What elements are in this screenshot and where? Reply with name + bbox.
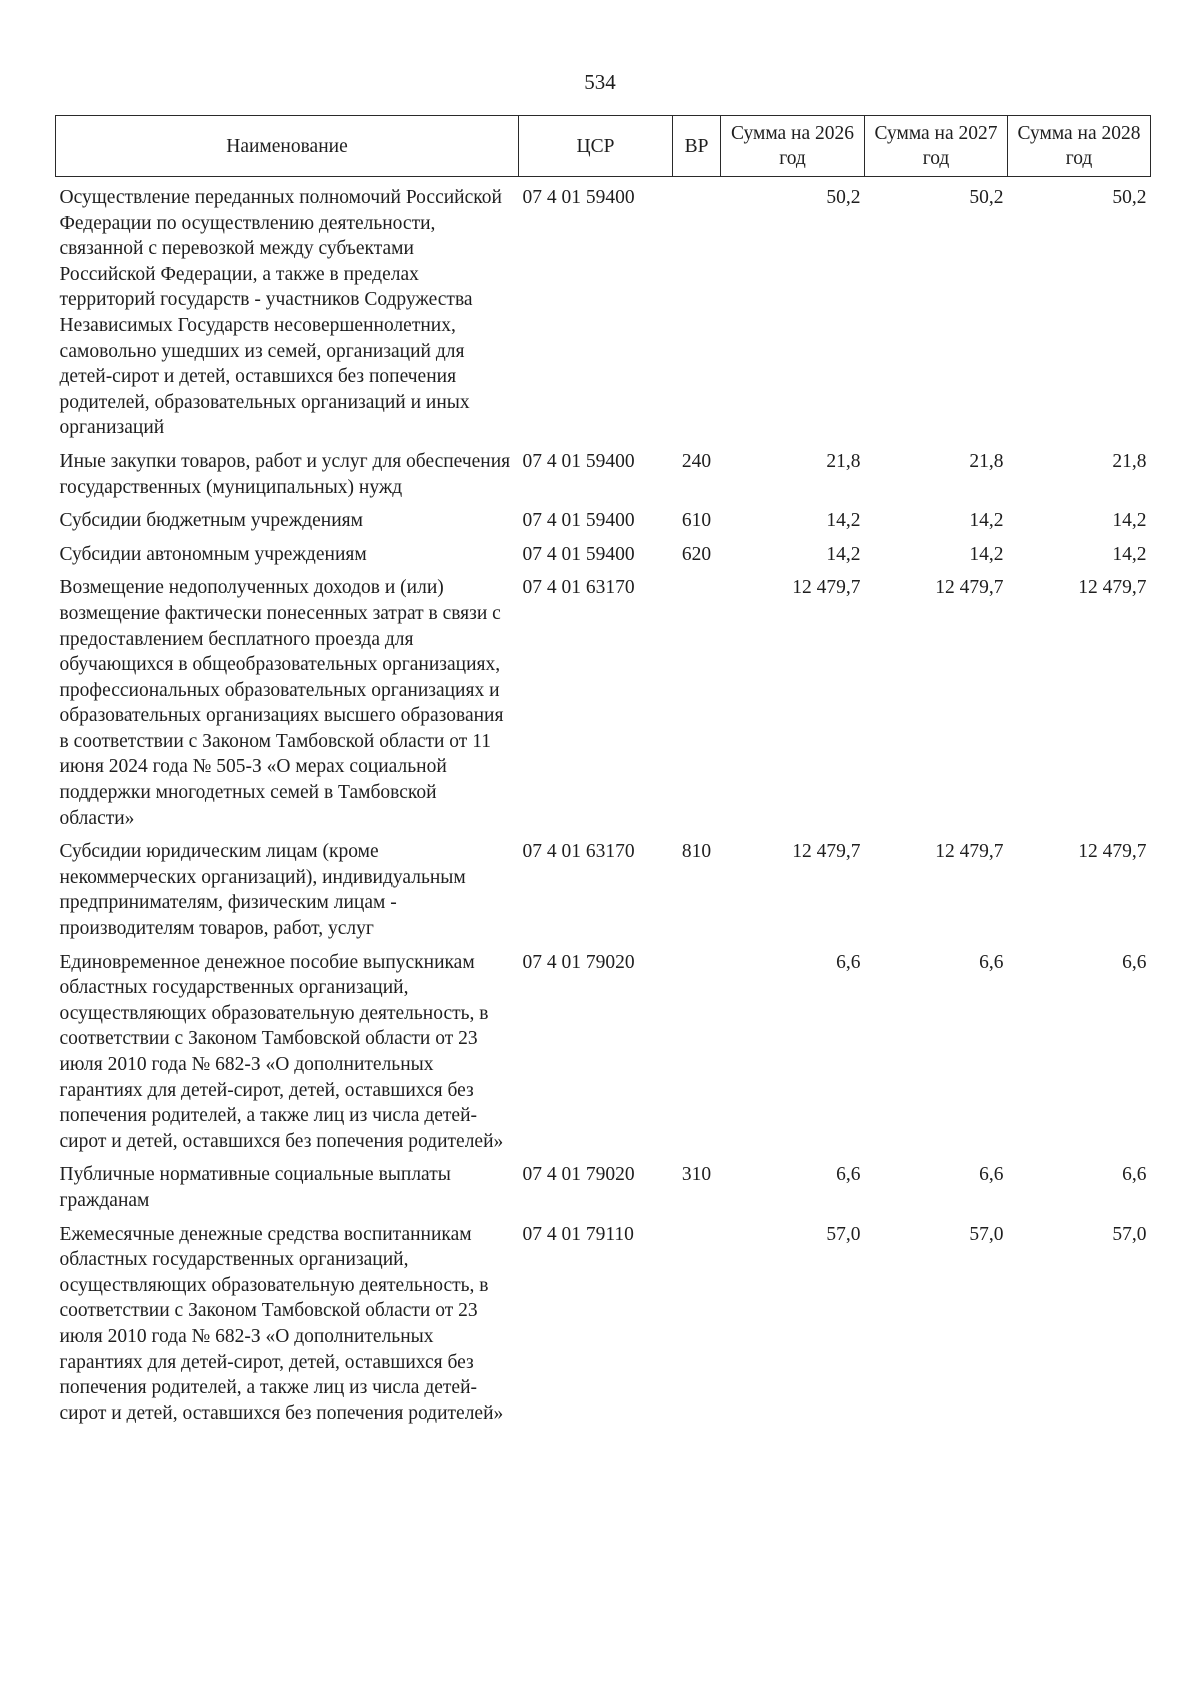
table-row (56, 946, 1151, 1159)
row-csr: 07 4 01 63170 (522, 841, 635, 863)
row-csr: 07 4 01 79020 (522, 1164, 635, 1186)
table-row (56, 538, 1151, 572)
row-csr: 07 4 01 59400 (522, 187, 635, 208)
row-csr: 07 4 01 63170 (522, 577, 635, 599)
row-sum-2027: 12 479,7 (935, 841, 1004, 863)
row-vr: 240 (681, 450, 712, 472)
row-sum-2027: 12 479,7 (935, 577, 1004, 599)
row-sum-2026: 6,6 (836, 951, 861, 973)
row-name: Субсидии бюджетным учреждениям (59, 510, 363, 532)
row-vr (673, 177, 721, 445)
row-name: Публичные нормативные социальные выплаты гражданам (59, 1164, 451, 1211)
row-sum-2027: 57,0 (969, 1223, 1004, 1245)
row-csr: 07 4 01 79020 (522, 951, 635, 973)
budget-table (55, 115, 1151, 1430)
row-sum-2026: 14,2 (826, 510, 861, 532)
row-sum-2028: 50,2 (1112, 187, 1147, 208)
row-name: Осуществление переданных полномочий Российской Федерации по осуществлению деятельности, связанной с перевозкой между субъектами Российской Федерации, а также в пределах территорий государств - участников Содружества Независимых Государств несовершеннолетних, самовольно ушедших из семей, организаций для детей-сирот и детей, оставшихся без попечения родителей, образовательных организаций и иных организаций (59, 187, 502, 439)
row-vr: 610 (681, 510, 712, 532)
row-sum-2028: 12 479,7 (1078, 577, 1147, 599)
table-body (56, 177, 1151, 1431)
row-sum-2026: 6,6 (836, 1164, 861, 1186)
row-sum-2026: 12 479,7 (792, 841, 861, 863)
row-sum-2028: 6,6 (1122, 951, 1147, 973)
row-name: Субсидии юридическим лицам (кроме некоммерческих организаций), индивидуальным предпринимателям, физическим лицам - производителям товаров, работ, услуг (59, 841, 466, 940)
row-sum-2026: 21,8 (826, 450, 861, 472)
row-sum-2027: 14,2 (969, 510, 1004, 532)
row-sum-2027: 6,6 (979, 951, 1004, 973)
page-number: 534 (584, 70, 616, 94)
row-sum-2028: 21,8 (1112, 450, 1147, 472)
row-sum-2026: 50,2 (826, 187, 861, 208)
table-row (56, 504, 1151, 538)
table-row (56, 177, 1151, 445)
row-sum-2028: 12 479,7 (1078, 841, 1147, 863)
header-vr: ВР (673, 116, 721, 177)
header-name: Наименование (56, 116, 519, 177)
header-sum-2026: Сумма на 2026 год (721, 116, 865, 177)
header-sum-2028: Сумма на 2028 год (1008, 116, 1151, 177)
row-sum-2028: 14,2 (1112, 510, 1147, 532)
table-row (56, 445, 1151, 504)
row-sum-2028: 14,2 (1112, 543, 1147, 565)
row-sum-2026: 12 479,7 (792, 577, 861, 599)
row-sum-2027: 6,6 (979, 1164, 1004, 1186)
header-csr: ЦСР (519, 116, 673, 177)
row-csr: 07 4 01 79110 (522, 1223, 634, 1245)
table-row (56, 1218, 1151, 1431)
row-csr: 07 4 01 59400 (522, 510, 635, 532)
row-name: Иные закупки товаров, работ и услуг для обеспечения государственных (муниципальных) нужд (59, 450, 511, 498)
row-vr (673, 946, 721, 1159)
header-row (56, 116, 1151, 177)
row-vr: 620 (681, 543, 712, 565)
row-name: Возмещение недополученных доходов и (или) возмещение фактически понесенных затрат в связи с предоставлением бесплатного проезда для обучающихся в общеобразовательных организациях, профессиональных образовательных организациях и образовательных организациях высшего образования в соответствии с Законом Тамбовской области от 11 июня 2024 года № 505-З «О мерах социальной поддержки многодетных семей в Тамбовской области» (59, 577, 504, 829)
row-vr (673, 1218, 721, 1431)
table-row (56, 835, 1151, 945)
row-sum-2028: 6,6 (1122, 1164, 1147, 1186)
row-csr: 07 4 01 59400 (522, 543, 635, 565)
row-sum-2026: 14,2 (826, 543, 861, 565)
table-row (56, 1158, 1151, 1217)
row-vr: 810 (681, 841, 712, 863)
row-vr (673, 571, 721, 835)
row-sum-2027: 50,2 (969, 187, 1004, 208)
header-sum-2027: Сумма на 2027 год (865, 116, 1008, 177)
row-sum-2028: 57,0 (1112, 1223, 1147, 1245)
table-header (56, 116, 1151, 177)
row-vr: 310 (681, 1164, 712, 1186)
row-sum-2027: 21,8 (969, 450, 1004, 472)
row-csr: 07 4 01 59400 (522, 450, 635, 472)
row-name: Ежемесячные денежные средства воспитанникам областных государственных организаций, осуществляющих образовательную деятельность, в соответствии с Законом Тамбовской области от 23 июля 2010 года № 682-З «О дополнительных гарантиях для детей-сирот, детей, оставшихся без попечения родителей, а также лиц из числа детей-сирот и детей, оставшихся без попечения родителей» (59, 1223, 504, 1424)
row-name: Единовременное денежное пособие выпускникам областных государственных организаций, осуществляющих образовательную деятельность, в соответствии с Законом Тамбовской области от 23 июля 2010 года № 682-З «О дополнительных гарантиях для детей-сирот, детей, оставшихся без попечения родителей, а также лиц из числа детей-сирот и детей, оставшихся без попечения родителей» (59, 951, 504, 1152)
row-sum-2026: 57,0 (826, 1223, 861, 1245)
row-sum-2027: 14,2 (969, 543, 1004, 565)
table-row (56, 571, 1151, 835)
row-name: Субсидии автономным учреждениям (59, 543, 367, 565)
